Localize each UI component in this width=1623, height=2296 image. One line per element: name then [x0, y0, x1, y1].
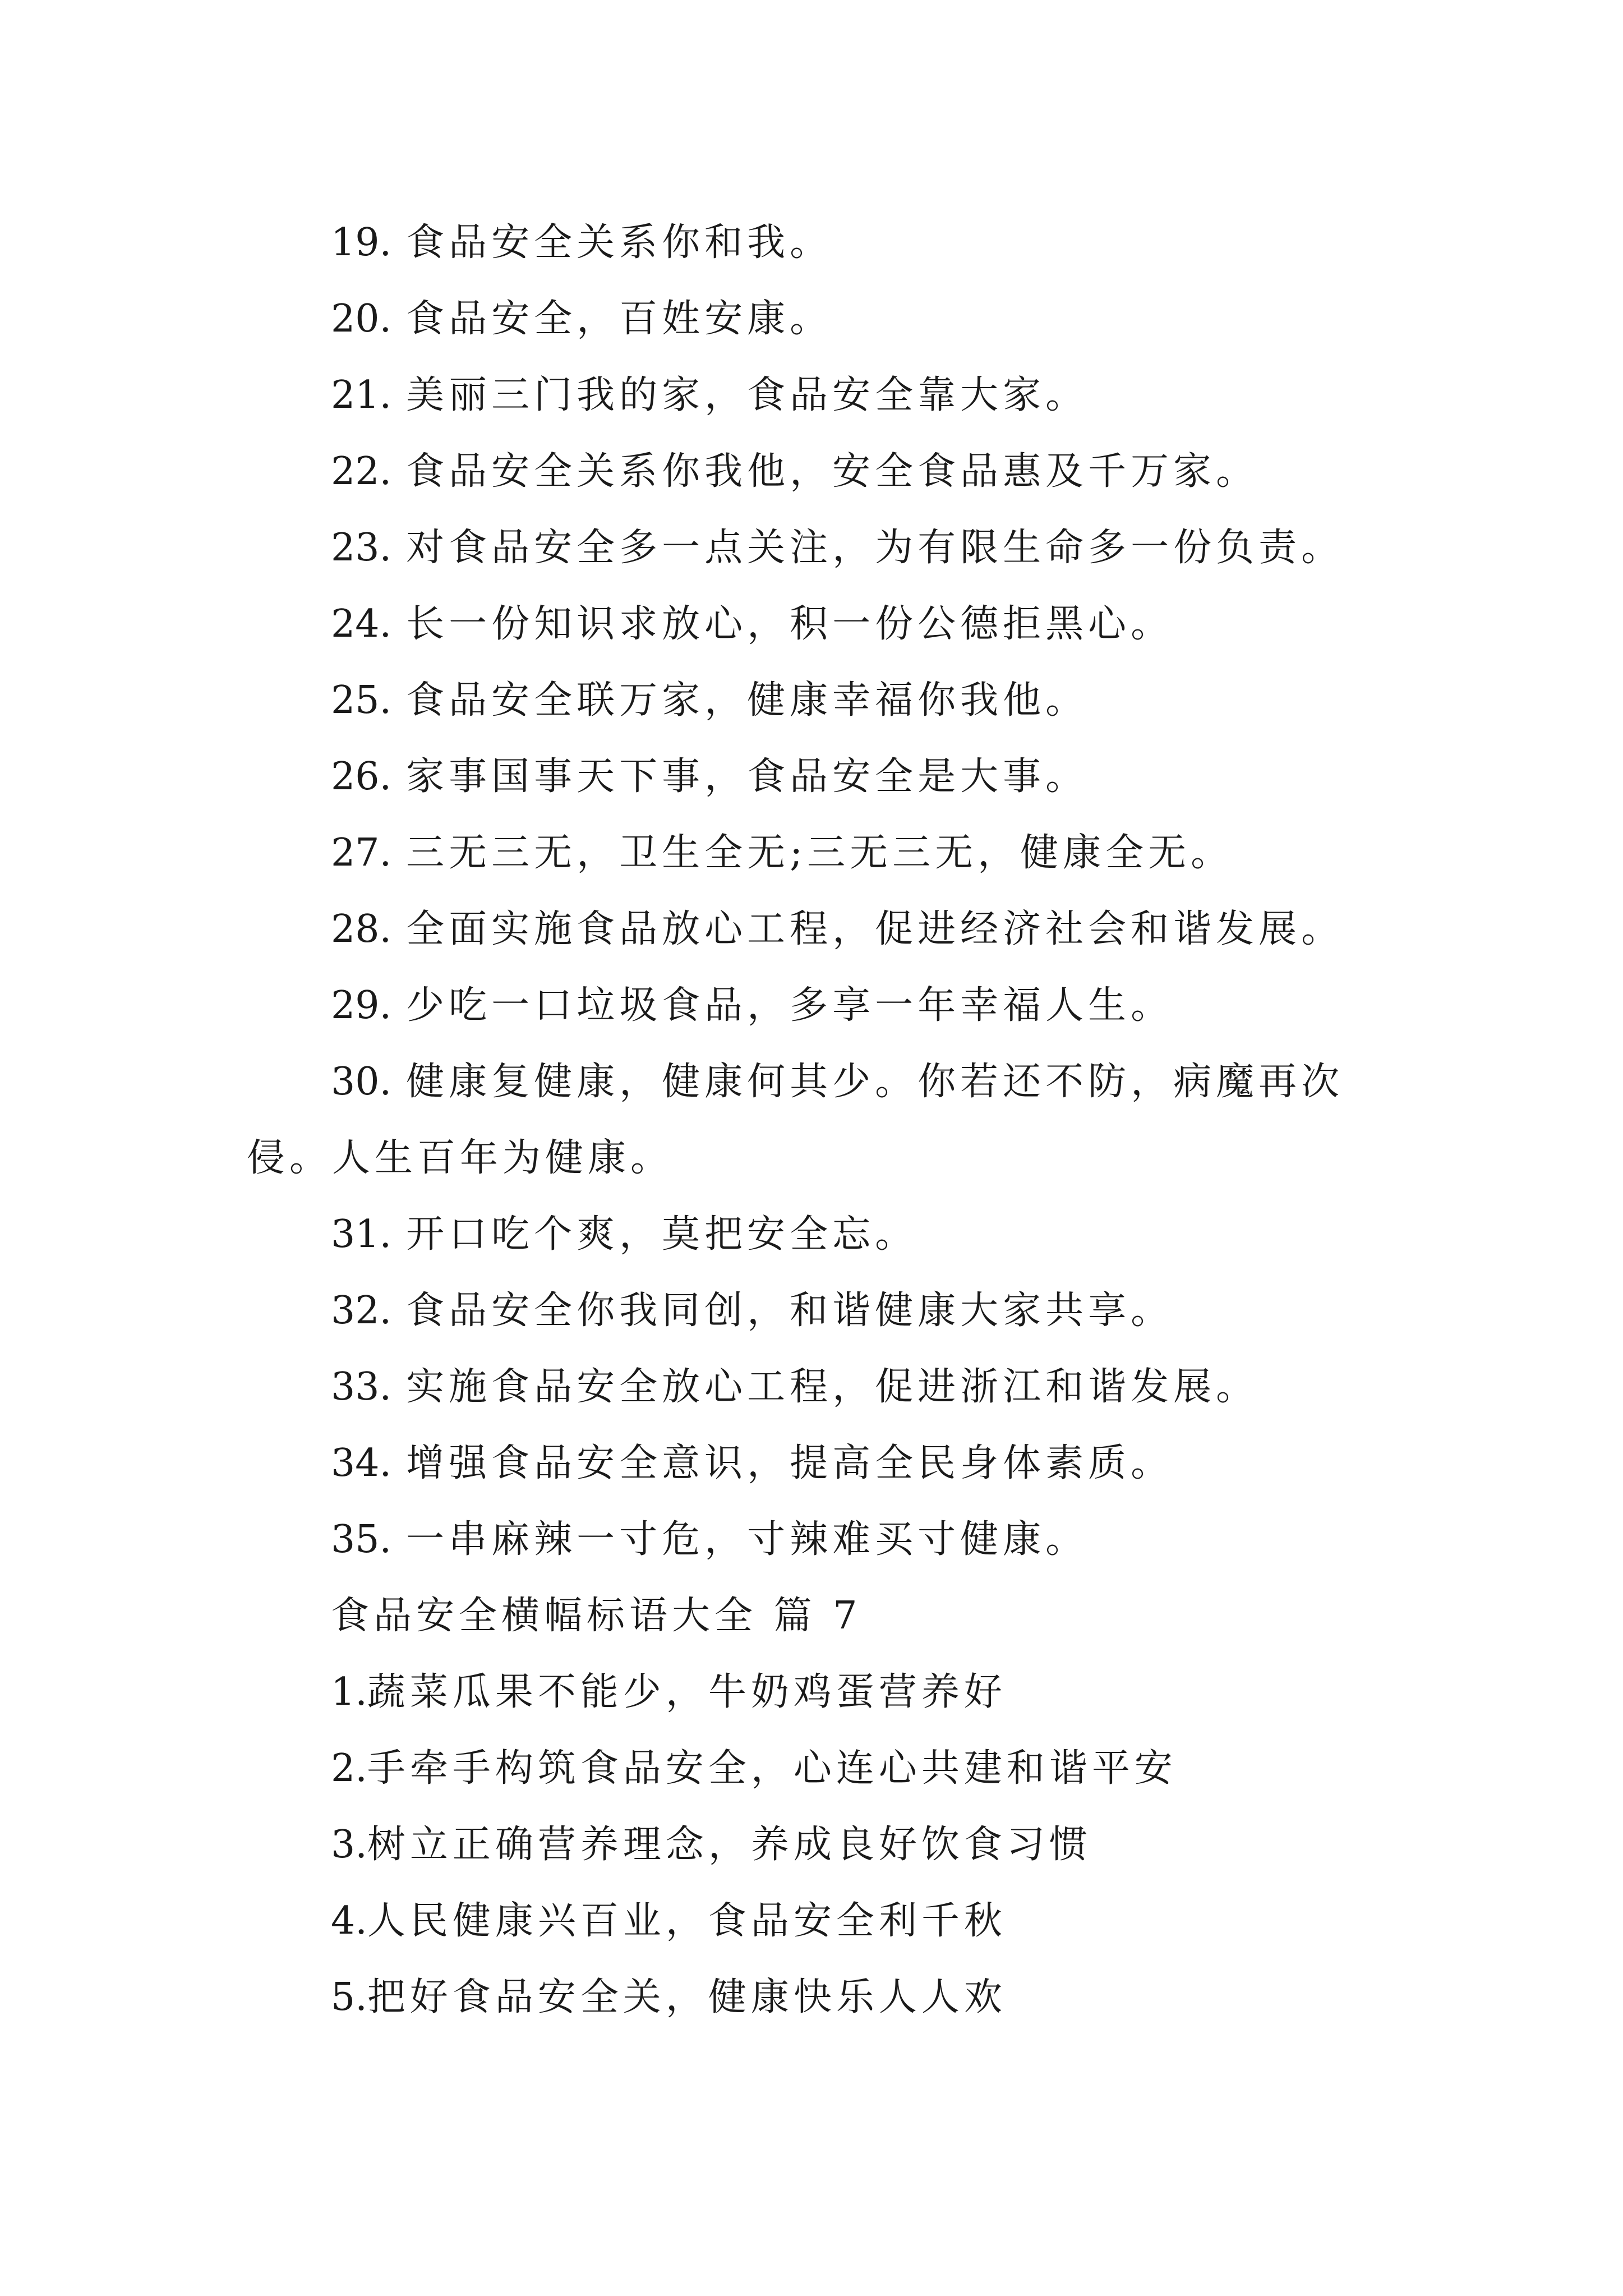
item-text: 人民健康兴百业，食品安全利千秋: [367, 1899, 1007, 1943]
item-number: 26.: [331, 754, 392, 799]
list-item: [331, 449, 1410, 494]
list-item: [331, 754, 1410, 799]
list-item: [331, 373, 1410, 418]
list-item-continuation: [247, 1136, 1410, 1181]
item-text: 食品安全你我同创，和谐健康大家共享。: [406, 1289, 1174, 1333]
item-number: 20.: [331, 297, 392, 341]
list-item: [331, 1289, 1410, 1333]
item-text: 健康复健康，健康何其少。你若还不防，病魔再次: [406, 1060, 1344, 1104]
list-item: [331, 983, 1410, 1028]
item-text: 食品安全联万家，健康幸福你我他。: [406, 678, 1089, 723]
list-item: [331, 220, 1410, 265]
item-text: 实施食品安全放心工程，促进浙江和谐发展。: [406, 1365, 1259, 1409]
item-number: 21.: [331, 373, 392, 417]
item-text: 家事国事天下事，食品安全是大事。: [406, 754, 1089, 799]
list-item: [331, 1060, 1410, 1105]
list-item: [331, 1441, 1410, 1486]
item-number: 4.: [331, 1899, 367, 1943]
item-text: 长一份知识求放心，积一份公德拒黑心。: [406, 602, 1174, 646]
list-item: [331, 1365, 1410, 1410]
item-number: 22.: [331, 449, 392, 494]
item-number: 32.: [331, 1289, 392, 1333]
item-number: 30.: [331, 1060, 392, 1104]
item-number: 1.: [331, 1670, 367, 1714]
list-item: [331, 526, 1410, 570]
item-text: 美丽三门我的家，食品安全靠大家。: [406, 373, 1089, 417]
item-text: 树立正确营养理念，养成良好饮食习惯: [367, 1823, 1092, 1867]
item-number: 23.: [331, 526, 392, 570]
item-number: 5.: [331, 1975, 367, 2019]
item-text: 三无三无，卫生全无;三无三无，健康全无。: [406, 831, 1234, 875]
item-number: 25.: [331, 678, 392, 723]
item-text-continuation: 侵。人生百年为健康。: [247, 1136, 674, 1180]
list-item: [331, 678, 1410, 723]
item-number: 29.: [331, 983, 392, 1028]
item-number: 33.: [331, 1365, 392, 1409]
item-text: 开口吃个爽，莫把安全忘。: [406, 1212, 918, 1257]
item-text: 食品安全，百姓安康。: [406, 297, 833, 341]
list-item: [331, 1899, 1410, 1944]
item-number: 35.: [331, 1517, 392, 1562]
list-item: [331, 907, 1410, 952]
list-item: [331, 1517, 1410, 1562]
list-item: [331, 1975, 1410, 2020]
item-number: 27.: [331, 831, 392, 875]
item-text: 蔬菜瓜果不能少，牛奶鸡蛋营养好: [367, 1670, 1007, 1714]
item-number: 28.: [331, 907, 392, 951]
item-number: 2.: [331, 1746, 367, 1791]
item-text: 把好食品安全关，健康快乐人人欢: [367, 1975, 1007, 2019]
item-number: 34.: [331, 1441, 392, 1485]
section-heading: 食品安全横幅标语大全 篇 7: [331, 1594, 862, 1638]
item-number: 19.: [331, 220, 392, 265]
item-number: 3.: [331, 1823, 367, 1867]
list-item: [331, 1212, 1410, 1257]
list-item: [331, 1670, 1410, 1715]
list-item: [331, 1746, 1410, 1791]
list-item: [331, 297, 1410, 342]
list-item: [331, 1823, 1410, 1867]
item-text: 手牵手构筑食品安全，心连心共建和谐平安: [367, 1746, 1177, 1791]
item-text: 食品安全关系你我他，安全食品惠及千万家。: [406, 449, 1259, 494]
item-number: 24.: [331, 602, 392, 646]
item-text: 食品安全关系你和我。: [406, 220, 833, 265]
item-text: 少吃一口垃圾食品，多享一年幸福人生。: [406, 983, 1174, 1028]
list-item: [331, 602, 1410, 647]
item-number: 31.: [331, 1212, 392, 1257]
list-item: [331, 831, 1410, 876]
item-text: 一串麻辣一寸危，寸辣难买寸健康。: [406, 1517, 1089, 1562]
item-text: 全面实施食品放心工程，促进经济社会和谐发展。: [406, 907, 1344, 951]
item-text: 对食品安全多一点关注，为有限生命多一份负责。: [406, 526, 1344, 570]
item-text: 增强食品安全意识，提高全民身体素质。: [406, 1441, 1174, 1485]
